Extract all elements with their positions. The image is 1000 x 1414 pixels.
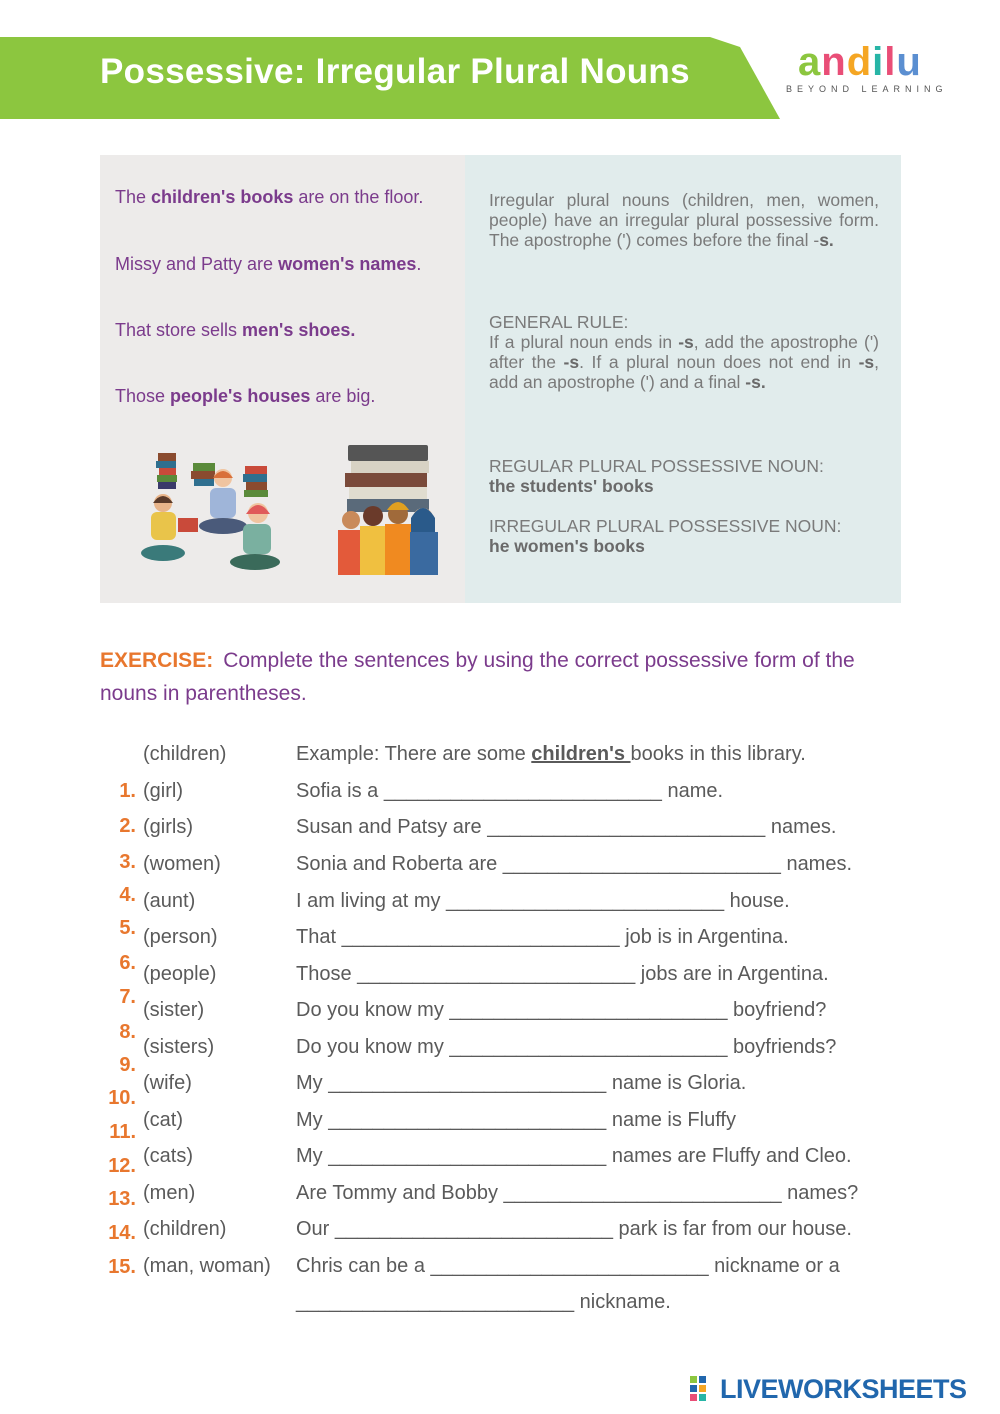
exercise-item (0, 1255, 1000, 1285)
exercise-number: 13. (108, 1188, 136, 1210)
exercise-item (0, 999, 1000, 1029)
exercise-item (0, 926, 1000, 956)
exercise-item (0, 853, 1000, 883)
example-sentence-3: That store sells men's shoes. (115, 320, 356, 340)
exercise-number: 14. (108, 1222, 136, 1244)
exercise-sentence[interactable]: Susan and Patsy are _________________________ names. (296, 816, 837, 838)
exercise-noun: (children) (143, 1218, 227, 1240)
exercise-sentence[interactable]: Sonia and Roberta are _________________________ names. (296, 853, 853, 875)
exercise-noun: (man, woman) (143, 1255, 271, 1277)
example-sentence-1: The children's books are on the floor. (115, 187, 424, 207)
exercise-noun: (people) (143, 963, 217, 985)
exercise-noun: (sisters) (143, 1036, 215, 1058)
exercise-sentence[interactable]: My _________________________ name is Fluffy (296, 1109, 736, 1131)
exercise-number: 11. (109, 1121, 136, 1143)
exercise-number: 1. (119, 780, 136, 802)
regular-plural-rule: REGULAR PLURAL POSSESSIVE NOUN: the students' books (489, 456, 824, 496)
exercise-item (0, 1072, 1000, 1102)
logo-wordmark: andilu (798, 40, 922, 84)
exercise-item (0, 780, 1000, 810)
exercise-noun: (girls) (143, 816, 193, 838)
children-reading-illustration (133, 448, 283, 578)
exercise-sentence[interactable]: My _________________________ names are Fluffy and Cleo. (296, 1145, 852, 1167)
exercise-noun: (person) (143, 926, 218, 948)
example-sentence-4: Those people's houses are big. (115, 386, 376, 406)
irregular-plural-rule: IRREGULAR PLURAL POSSESSIVE NOUN: he women's books (489, 516, 842, 556)
exercise-noun: (men) (143, 1182, 196, 1204)
exercise-sentence[interactable]: Do you know my _________________________ boyfriends? (296, 1036, 837, 1058)
exercise-noun: (wife) (143, 1072, 192, 1094)
liveworksheets-icon (690, 1376, 716, 1402)
rule-general: GENERAL RULE: If a plural noun ends in -s, add the apostrophe (') after the -s. If a plural noun does not end in -s, add an apostrophe (') and a final -s. (489, 312, 879, 392)
exercise-item (0, 1036, 1000, 1066)
exercise-number: 12. (108, 1155, 136, 1177)
page-title: Possessive: Irregular Plural Nouns (100, 52, 690, 91)
exercise-sentence[interactable]: That _________________________ job is in Argentina. (296, 926, 789, 948)
exercise-sentence[interactable]: Our _________________________ park is far from our house. (296, 1218, 852, 1240)
exercise-sentence[interactable]: Do you know my _________________________ boyfriend? (296, 999, 827, 1021)
exercise-sentence[interactable]: Those _________________________ jobs are in Argentina. (296, 963, 829, 985)
exercise-item (0, 1291, 1000, 1321)
exercise-number: 2. (119, 815, 136, 837)
exercise-sentence[interactable]: My _________________________ name is Gloria. (296, 1072, 747, 1094)
exercise-number: 7. (119, 986, 136, 1008)
rule-intro: Irregular plural nouns (children, men, women, people) have an irregular plural possessive form. The apostrophe (') comes before the final -s. (489, 190, 879, 250)
books-and-women-illustration (333, 440, 443, 575)
general-rule-heading: GENERAL RULE: (489, 312, 629, 332)
exercise-noun: (sister) (143, 999, 205, 1021)
exercise-noun: (women) (143, 853, 221, 875)
logo-tagline: BEYOND LEARNING (786, 84, 948, 94)
exercise-sentence[interactable]: _________________________ nickname. (296, 1291, 671, 1313)
exercise-item (0, 963, 1000, 993)
exercise-sentence[interactable]: Chris can be a _________________________ nickname or a (296, 1255, 840, 1277)
exercise-number: 10. (108, 1087, 136, 1109)
exercise-instructions: EXERCISE: Complete the sentences by using the correct possessive form of the nouns in parentheses. (100, 649, 855, 705)
exercise-item (0, 890, 1000, 920)
exercise-item (0, 816, 1000, 846)
exercise-noun: (girl) (143, 780, 183, 802)
exercise-sentence[interactable]: I am living at my _________________________ house. (296, 890, 790, 912)
exercise-number: 3. (119, 851, 136, 873)
exercise-number: 9. (119, 1054, 136, 1076)
exercise-noun: (cat) (143, 1109, 183, 1131)
exercise-item (0, 1182, 1000, 1212)
exercise-number: 8. (119, 1021, 136, 1043)
exercise-item (0, 1145, 1000, 1175)
exercise-sentence[interactable]: Sofia is a _________________________ name. (296, 780, 724, 802)
exercise-example-row: (children) Example: There are some children's books in this library. (143, 743, 806, 765)
liveworksheets-text: LIVEWORKSHEETS (720, 1374, 967, 1404)
exercise-item (0, 1109, 1000, 1139)
exercise-noun: (cats) (143, 1145, 193, 1167)
exercise-number: 4. (119, 884, 136, 906)
exercise-noun: (aunt) (143, 890, 196, 912)
exercise-number: 5. (119, 917, 136, 939)
example-sentence-2: Missy and Patty are women's names. (115, 254, 422, 274)
exercise-number: 15. (108, 1256, 136, 1278)
exercise-number: 6. (119, 952, 136, 974)
exercise-sentence[interactable]: Are Tommy and Bobby _________________________ names? (296, 1182, 859, 1204)
exercise-label: EXERCISE: (100, 649, 214, 672)
andilu-logo (786, 40, 958, 102)
exercise-item (0, 1218, 1000, 1248)
